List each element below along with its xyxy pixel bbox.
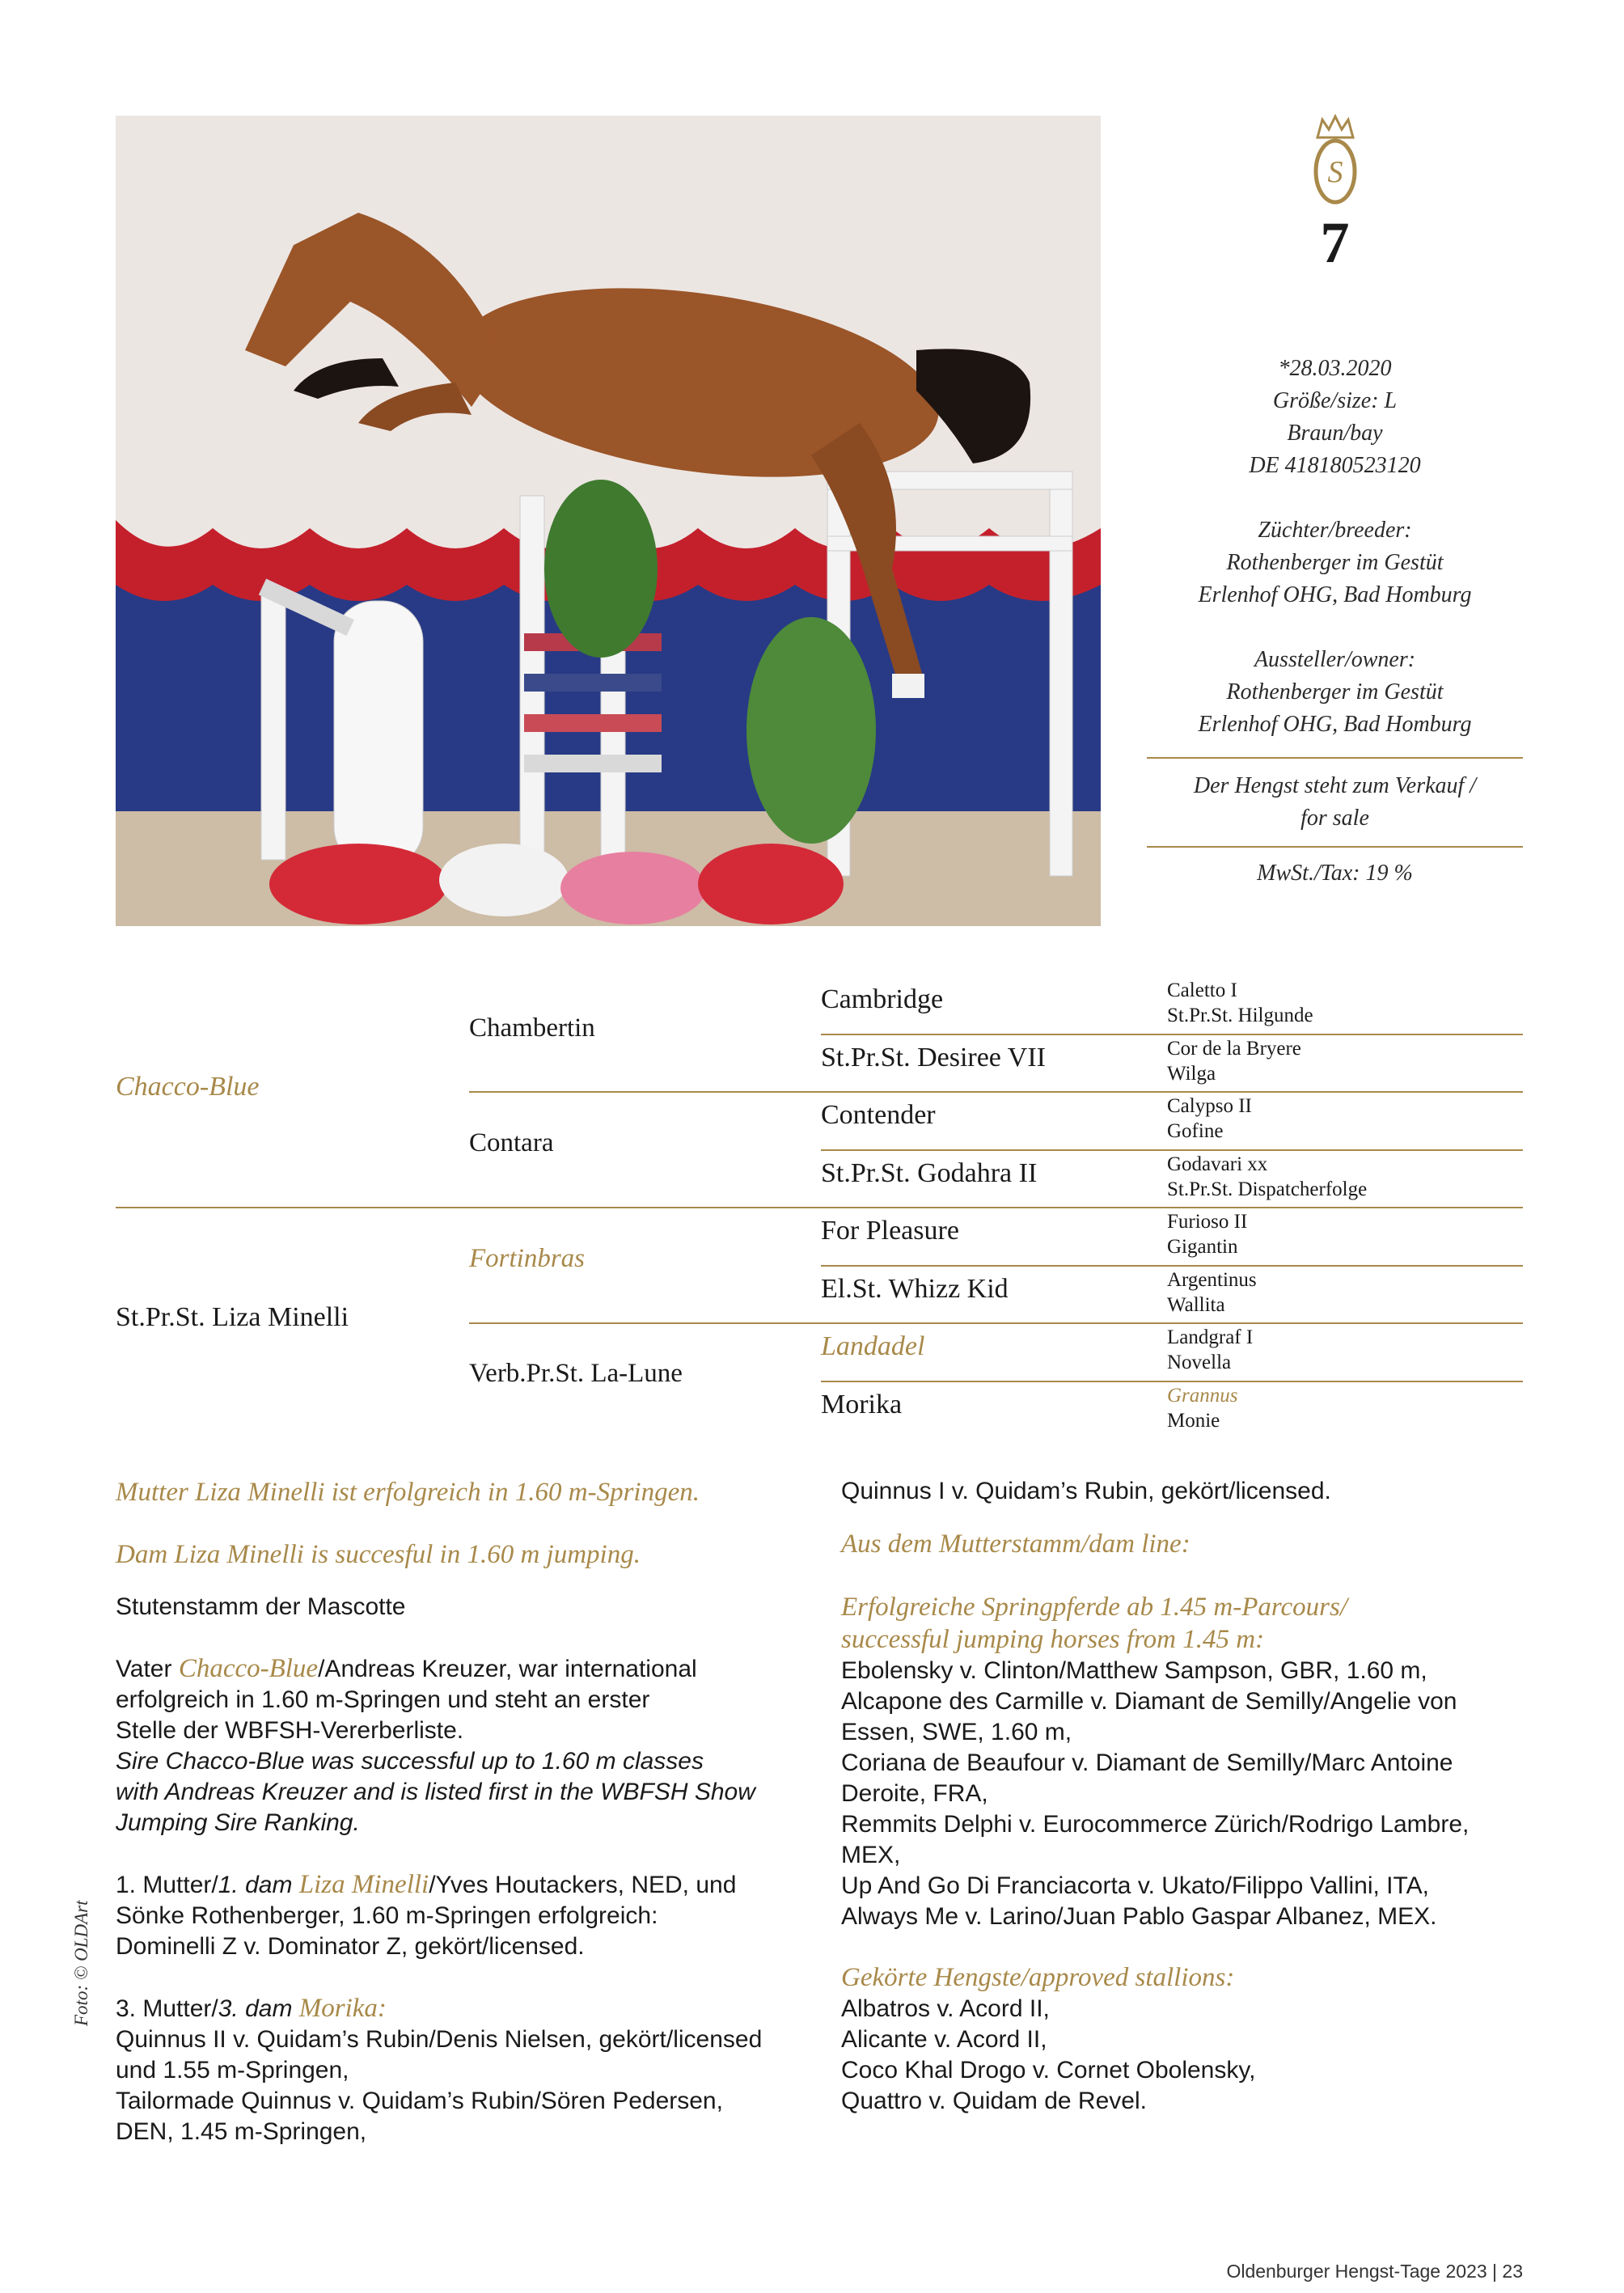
horse-photo — [116, 116, 1101, 926]
size: Größe/size: L — [1272, 388, 1398, 413]
stallion-line: Quattro v. Quidam de Revel. — [841, 2088, 1147, 2114]
pedigree-divider — [116, 1207, 1523, 1208]
success-heading-1: Erfolgreiche Springpferde ab 1.45 m-Parcours/ — [841, 1593, 1348, 1622]
pedigree-divider — [469, 1091, 1523, 1093]
pedigree-ggp-3: Contender — [821, 1100, 936, 1130]
breeder-line2: Erlenhof OHG, Bad Homburg — [1198, 582, 1472, 607]
breeder-label: Züchter/breeder: — [1258, 518, 1412, 543]
success-line: Coriana de Beaufour v. Diamant de Semilly/Marc Antoine — [841, 1749, 1453, 1776]
dam1-line3: Dominelli Z v. Dominator Z, gekört/licensed. — [116, 1933, 585, 1960]
pedigree-ggp-8: Morika — [821, 1390, 903, 1419]
headline-en: Dam Liza Minelli is succesful in 1.60 m jumping. — [116, 1540, 641, 1569]
pedigree-ggp-1: Cambridge — [821, 984, 944, 1014]
owner-label: Aussteller/owner: — [1254, 647, 1416, 672]
sire-text-line2: erfolgreich in 1.60 m-Springen und steht an erster — [116, 1686, 650, 1713]
pedigree-ggp-4: St.Pr.St. Godahra II — [821, 1158, 1038, 1188]
success-line: Essen, SWE, 1.60 m, — [841, 1719, 1072, 1745]
success-line: Always Me v. Larino/Juan Pablo Gaspar Albanez, MEX. — [841, 1903, 1437, 1930]
dam1-line2: Sönke Rothenberger, 1.60 m-Springen erfolgreich: — [116, 1902, 658, 1929]
dam3-line1: 3. Mutter/3. dam Morika: — [116, 1994, 387, 2023]
sire-text-line3: Stelle der WBFSH-Vererberliste. — [116, 1717, 464, 1744]
sale-line2: for sale — [1300, 806, 1369, 831]
sale-line1: Der Hengst steht zum Verkauf / — [1193, 773, 1477, 798]
pedigree-divider — [469, 1322, 1523, 1324]
dam3-line5: DEN, 1.45 m-Springen, — [116, 2118, 367, 2145]
pedigree-g4-2: Cor de la Bryere Wilga — [1167, 1038, 1301, 1085]
success-line: Remmits Delphi v. Eurocommerce Zürich/Rodrigo Lambre, — [841, 1811, 1470, 1838]
page-footer: Oldenburger Hengst-Tage 2023 | 23 — [1226, 2261, 1523, 2282]
pedigree-gp-4: Verb.Pr.St. La-Lune — [469, 1359, 683, 1388]
svg-text:S: S — [1327, 155, 1343, 189]
photo-credit: Foto: © OLDArt — [71, 1900, 91, 2026]
stallion-line: Albatros v. Acord II, — [841, 1995, 1050, 2022]
sire-en-line3: Jumping Sire Ranking. — [116, 1809, 360, 1836]
pedigree-sire: Chacco-Blue — [116, 1072, 260, 1102]
sire-en-line2: with Andreas Kreuzer and is listed first in the WBFSH Show — [116, 1779, 755, 1805]
breeder-line1: Rothenberger im Gestüt — [1226, 550, 1444, 575]
pedigree-ggp-2: St.Pr.St. Desiree VII — [821, 1043, 1046, 1072]
pedigree-ggp-5: For Pleasure — [821, 1216, 959, 1246]
entry-number: 7 — [1320, 210, 1350, 275]
success-line: Up And Go Di Franciacorta v. Ukato/Filippo Vallini, ITA, — [841, 1872, 1429, 1899]
pedigree-gp-2: Contara — [469, 1128, 554, 1157]
pedigree-divider — [821, 1034, 1523, 1035]
stallions-heading: Gekörte Hengste/approved stallions: — [841, 1963, 1235, 1992]
sire-text-line1: Vater Chacco-Blue/Andreas Kreuzer, war international — [116, 1654, 697, 1683]
horse-jump-illustration — [116, 116, 1101, 926]
owner-line2: Erlenhof OHG, Bad Homburg — [1198, 712, 1472, 737]
left-text-column — [116, 1476, 827, 2147]
pedigree-g4-4: Godavari xx St.Pr.St. Dispatcherfolge — [1167, 1153, 1368, 1200]
pedigree-divider — [821, 1381, 1523, 1382]
pedigree-table — [116, 967, 1523, 1436]
owner-line1: Rothenberger im Gestüt — [1226, 679, 1444, 704]
pedigree-g4-8: Grannus Monie — [1167, 1385, 1238, 1432]
pedigree-dam: St.Pr.St. Liza Minelli — [116, 1302, 349, 1332]
pedigree-divider — [821, 1265, 1523, 1267]
continued-line: Quinnus I v. Quidam’s Rubin, gekört/licensed. — [841, 1478, 1331, 1504]
horse-info-block — [1147, 113, 1523, 890]
pedigree-g4-7: Landgraf I Novella — [1167, 1326, 1254, 1373]
tax-info: MwSt./Tax: 19 % — [1257, 861, 1413, 886]
dam-line-name: Stutenstamm der Mascotte — [116, 1593, 406, 1620]
pedigree-ggp-7: Landadel — [821, 1331, 925, 1361]
dam1-line1: 1. Mutter/1. dam Liza Minelli/Yves Houtackers, NED, und — [116, 1870, 737, 1899]
dam3-line2: Quinnus II v. Quidam’s Rubin/Denis Nielsen, gekört/licensed — [116, 2026, 763, 2053]
dam3-line4: Tailormade Quinnus v. Quidam’s Rubin/Sören Pedersen, — [116, 2088, 723, 2114]
coat-color: Braun/bay — [1287, 421, 1383, 446]
right-text-column — [841, 1476, 1537, 2117]
ueln-number: DE 418180523120 — [1249, 453, 1421, 478]
stallion-line: Coco Khal Drogo v. Cornet Obolensky, — [841, 2057, 1256, 2084]
pedigree-g4-3: Calypso II Gofine — [1167, 1095, 1252, 1142]
pedigree-divider — [821, 1149, 1523, 1151]
success-line: Deroite, FRA, — [841, 1780, 988, 1807]
pedigree-gp-3: Fortinbras — [469, 1244, 586, 1273]
pedigree-gp-1: Chambertin — [469, 1013, 595, 1043]
birth-date: *28.03.2020 — [1278, 356, 1392, 381]
dam-line-heading: Aus dem Mutterstamm/dam line: — [841, 1529, 1191, 1559]
pedigree-ggp-6: El.St. Whizz Kid — [821, 1274, 1009, 1304]
headline-de: Mutter Liza Minelli ist erfolgreich in 1.60 m-Springen. — [116, 1478, 700, 1507]
success-line: MEX, — [841, 1842, 901, 1868]
success-line: Alcapone des Carmille v. Diamant de Semilly/Angelie von — [841, 1688, 1457, 1715]
pedigree-g4-1: Caletto I St.Pr.St. Hilgunde — [1167, 979, 1313, 1026]
sire-en-line1: Sire Chacco-Blue was successful up to 1.60 m classes — [116, 1748, 704, 1775]
crown-s-logo — [1147, 113, 1523, 209]
pedigree-g4-6: Argentinus Wallita — [1167, 1269, 1257, 1316]
pedigree-g4-5: Furioso II Gigantin — [1167, 1211, 1248, 1258]
success-line: Ebolensky v. Clinton/Matthew Sampson, GBR, 1.60 m, — [841, 1657, 1427, 1684]
dam3-line3: und 1.55 m-Springen, — [116, 2057, 349, 2084]
crown-s-icon — [1311, 113, 1360, 209]
success-heading-2: successful jumping horses from 1.45 m: — [841, 1625, 1265, 1654]
stallion-line: Alicante v. Acord II, — [841, 2026, 1047, 2053]
